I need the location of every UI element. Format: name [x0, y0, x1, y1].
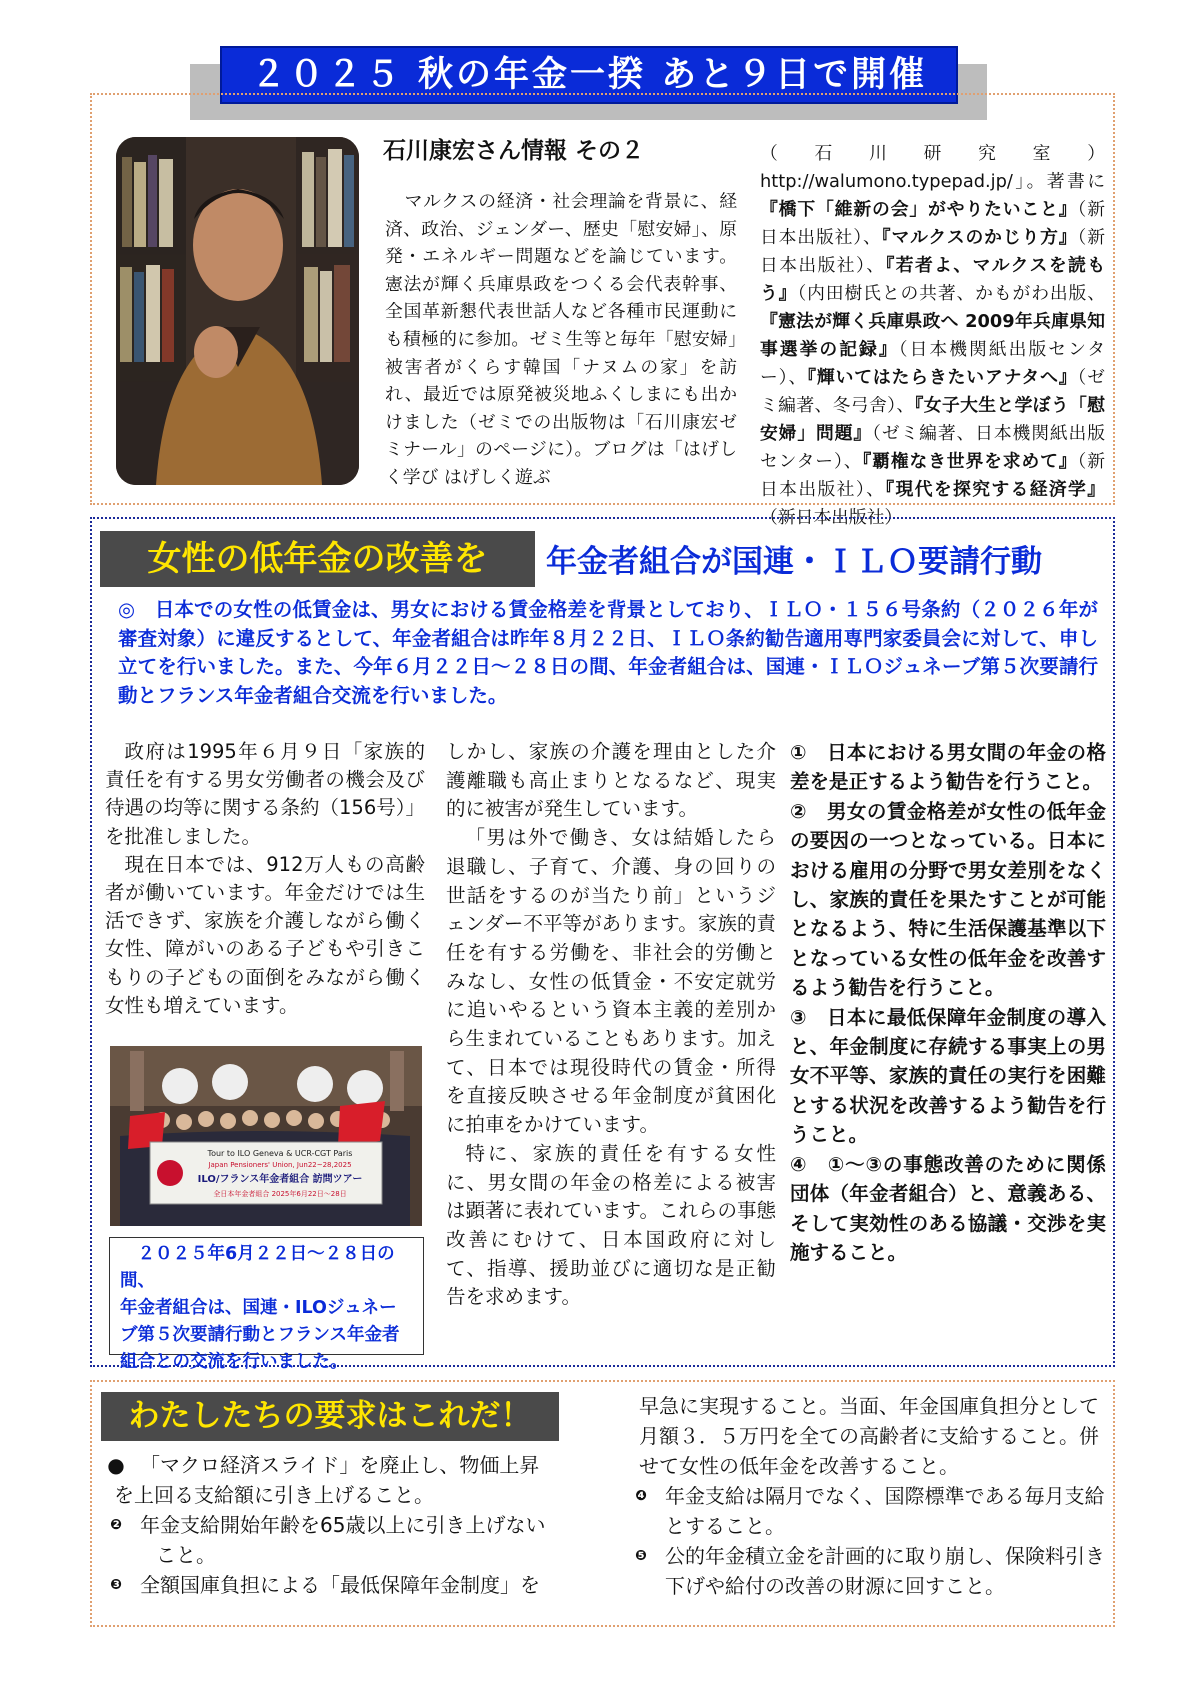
demand-text: 「マクロ経済スライド」を廃止し、物価上昇: [140, 1453, 540, 1477]
book-7-publisher: （新日本出版社）、: [760, 451, 1105, 500]
intro-text: 日本での女性の低賃金は、男女における賃金格差を背景としており、ＩＬＯ・１５６号条約（２０２６年が審査対象）に違反するとして、年金者組合は昨年８月２２日、ＩＬＯ条約勧告適用専門家委員会に対して、申し立てを行いました。また、今年６月２２日～２８日の間、年金者組合は、国連・ＩＬＯジュネーブ第５次要請行動とフランス年金者組合交流を行いました。: [118, 598, 1098, 707]
page-banner: ２０２５ 秋の年金一揆 あと９日で開催: [220, 46, 958, 104]
demand-text: 全額国庫負担による「最低保障年金制度」を: [140, 1573, 540, 1597]
book-8: 『現代を探究する経済学』: [885, 479, 1106, 500]
demand-row: [100, 1570, 600, 1600]
demands-right-col: [625, 1391, 1105, 1601]
photo-caption: [109, 1237, 424, 1372]
book-2: 『マルクスのかじり方』: [881, 227, 1078, 248]
section-title: 年金者組合が国連・ＩＬＯ要請行動: [546, 544, 1042, 580]
book-6: 『女子大生と学ぼう「慰安婦」問題』: [760, 395, 1105, 444]
demand-row: [625, 1541, 1105, 1601]
profile-text-col2: [760, 140, 1105, 532]
caption-line: ２０２５年6月２２日～２８日の間、: [120, 1244, 395, 1291]
demand-text: 年金支給は隔月でなく、国際標準である毎月支給とすること。: [665, 1484, 1105, 1538]
caption-line: 組合との交流を行いました。: [120, 1352, 348, 1372]
number-4-icon: ❹: [635, 1488, 647, 1504]
photo-banner-line3: ILO/フランス年金者組合 訪問ツアー: [197, 1174, 363, 1185]
double-circle-icon: ◎: [118, 598, 136, 621]
demand-row: [100, 1510, 600, 1540]
paragraph: しかし、家族の介護を理由とした介護離職も高止まりとなるなど、現実的に被害が発生しています。: [446, 740, 776, 821]
demand-text: 年金支給開始年齢を65歳以上に引き上げない: [140, 1513, 546, 1537]
article-col-c-demands: [790, 738, 1106, 1267]
book-3-publisher: （内田樹氏との共著、かもがわ出版、: [797, 283, 1105, 304]
book-5-publisher: （ゼミ編著、冬弓舎）、: [760, 367, 1105, 416]
book-6-publisher: （ゼミ編著、日本機関紙出版センター）、: [760, 423, 1105, 472]
article-col-b: [446, 738, 776, 1312]
demand-row: [100, 1450, 600, 1480]
demand-item: ② 男女の賃金格差が女性の低年金の要因の一つとなっている。日本における雇用の分野で男女差別をなくし、家族的責任を果たすことが可能となるよう、特に生活保護基準以下となっている女性の低年金を改善するよう勧告を行うこと。: [790, 799, 1106, 1000]
caption-line: 年金者組合は、国連・ILOジュネー: [120, 1298, 397, 1318]
photo-banner-line4: 全日本年金者組合 2025年6月22日～28日: [213, 1190, 347, 1198]
section-intro: [118, 596, 1098, 710]
demand-text-cont: こと。: [156, 1543, 216, 1567]
book-1-publisher: （新日本出版社）、: [760, 199, 1105, 248]
paragraph: 現在日本では、912万人もの高齢者が働いています。年金だけでは生活できず、家族を介護しながら働く女性、障がいのある子どもや引きこもりの子どもの面倒をみながら働く女性も増えています。: [105, 852, 425, 1017]
paragraph: 特に、家族的責任を有する女性に、男女間の年金の格差による被害は顕著に表れています。これらの事態改善にむけて、日本国政府に対して、指導、援助並びに適切な是正勧告を求めます。: [446, 1141, 776, 1309]
photo-banner-line1: Tour to ILO Geneva & UCR-CGT Paris: [207, 1149, 353, 1158]
demand-row: [625, 1481, 1105, 1541]
profile-text-col1: マルクスの経済・社会理論を背景に、経済、政治、ジェンダー、歴史「慰安婦」、原発・エネルギー問題などを論じています。憲法が輝く兵庫県政をつくる会代表幹事、全国革新懇代表世話人など各種市民運動にも積極的に参加。ゼミ生等と毎年「慰安婦」被害者がくらす韓国「ナヌムの家」を訪れ、最近では原発被災地ふくしまにも出かけました（ゼミでの出版物は「石川康宏ゼミナール」のページに）。ブログは「はげしく学び はげしく遊ぶ: [385, 191, 737, 488]
profile-blog-url: （石川研究室）http://walumono.typepad.jp/」。著書に: [760, 143, 1105, 192]
demand-text: 公的年金積立金を計画的に取り崩し、保険料引き下げや給付の改善の財源に回すこと。: [665, 1544, 1105, 1598]
number-3-icon: ❸: [110, 1577, 122, 1593]
number-5-icon: ❺: [635, 1548, 647, 1564]
group-photo: [110, 1046, 422, 1226]
book-7: 『覇権なき世界を求めて』: [862, 451, 1078, 472]
profile-title: 石川康宏さん情報 その２: [383, 138, 645, 164]
article-col-a: [105, 738, 425, 1020]
book-4: 『憲法が輝く兵庫県政へ 2009年兵庫県知事選挙の記録』: [760, 311, 1105, 360]
demands-label: わたしたちの要求はこれだ！: [101, 1392, 559, 1441]
book-2-publisher: （新日本出版社）、: [760, 227, 1105, 276]
number-2-icon: ❷: [110, 1517, 122, 1533]
demand-text-cont: 早急に実現すること。当面、年金国庫負担分として月額３．５万円を全ての高齢者に支給すること。併せて女性の低年金を改善すること。: [639, 1394, 1099, 1478]
paragraph: 政府は1995年６月９日「家族的責任を有する男女労働者の機会及び待遇の均等に関する条約（156号）」を批准しました。: [105, 740, 425, 848]
demand-text-cont: を上回る支給額に引き上げること。: [114, 1483, 434, 1507]
portrait-photo: [116, 137, 359, 485]
photo-banner-line2: Japan Pensioners' Union, Jun22~28,2025: [208, 1161, 352, 1169]
demand-item: ③ 日本に最低保障年金制度の導入と、年金制度に存続する事実上の男女不平等、家族的責任の実行を困難とする状況を改善するよう勧告を行うこと。: [790, 1005, 1106, 1147]
bullet-icon: ●: [107, 1453, 125, 1477]
demand-item: ④ ①～③の事態改善のために関係団体（年金者組合）と、意義ある、そして実効性のある協議・交渉を実施すること。: [790, 1152, 1106, 1264]
book-1: 『橋下「維新の会」がやりたいこと』: [760, 199, 1078, 220]
section-label: 女性の低年金の改善を: [100, 531, 535, 587]
book-4-publisher: （日本機関紙出版センター）、: [760, 339, 1105, 388]
demands-left-col: [100, 1450, 600, 1600]
demand-item: ① 日本における男女間の年金の格差を是正するよう勧告を行うこと。: [790, 741, 1106, 794]
book-8-publisher: （新日本出版社）: [760, 507, 903, 528]
book-3: 『若者よ、マルクスを読もう』: [760, 255, 1105, 304]
caption-line: ブ第５次要請行動とフランス年金者: [120, 1325, 400, 1345]
book-5: 『輝いてはたらきたいアナタへ』: [807, 367, 1078, 388]
paragraph: 「男は外で働き、女は結婚したら退職し、子育て、介護、身の回りの世話をするのが当たり前」というジェンダー不平等があります。家族的責任を有する労働を、非社会的労働とみなし、女性の低賃金・不安定就労に追いやるという資本主義的差別から生まれていることもあります。加えて、日本では現役時代の賃金・所得を直接反映させる年金制度が貧困化に拍車をかけています。: [446, 826, 776, 1137]
